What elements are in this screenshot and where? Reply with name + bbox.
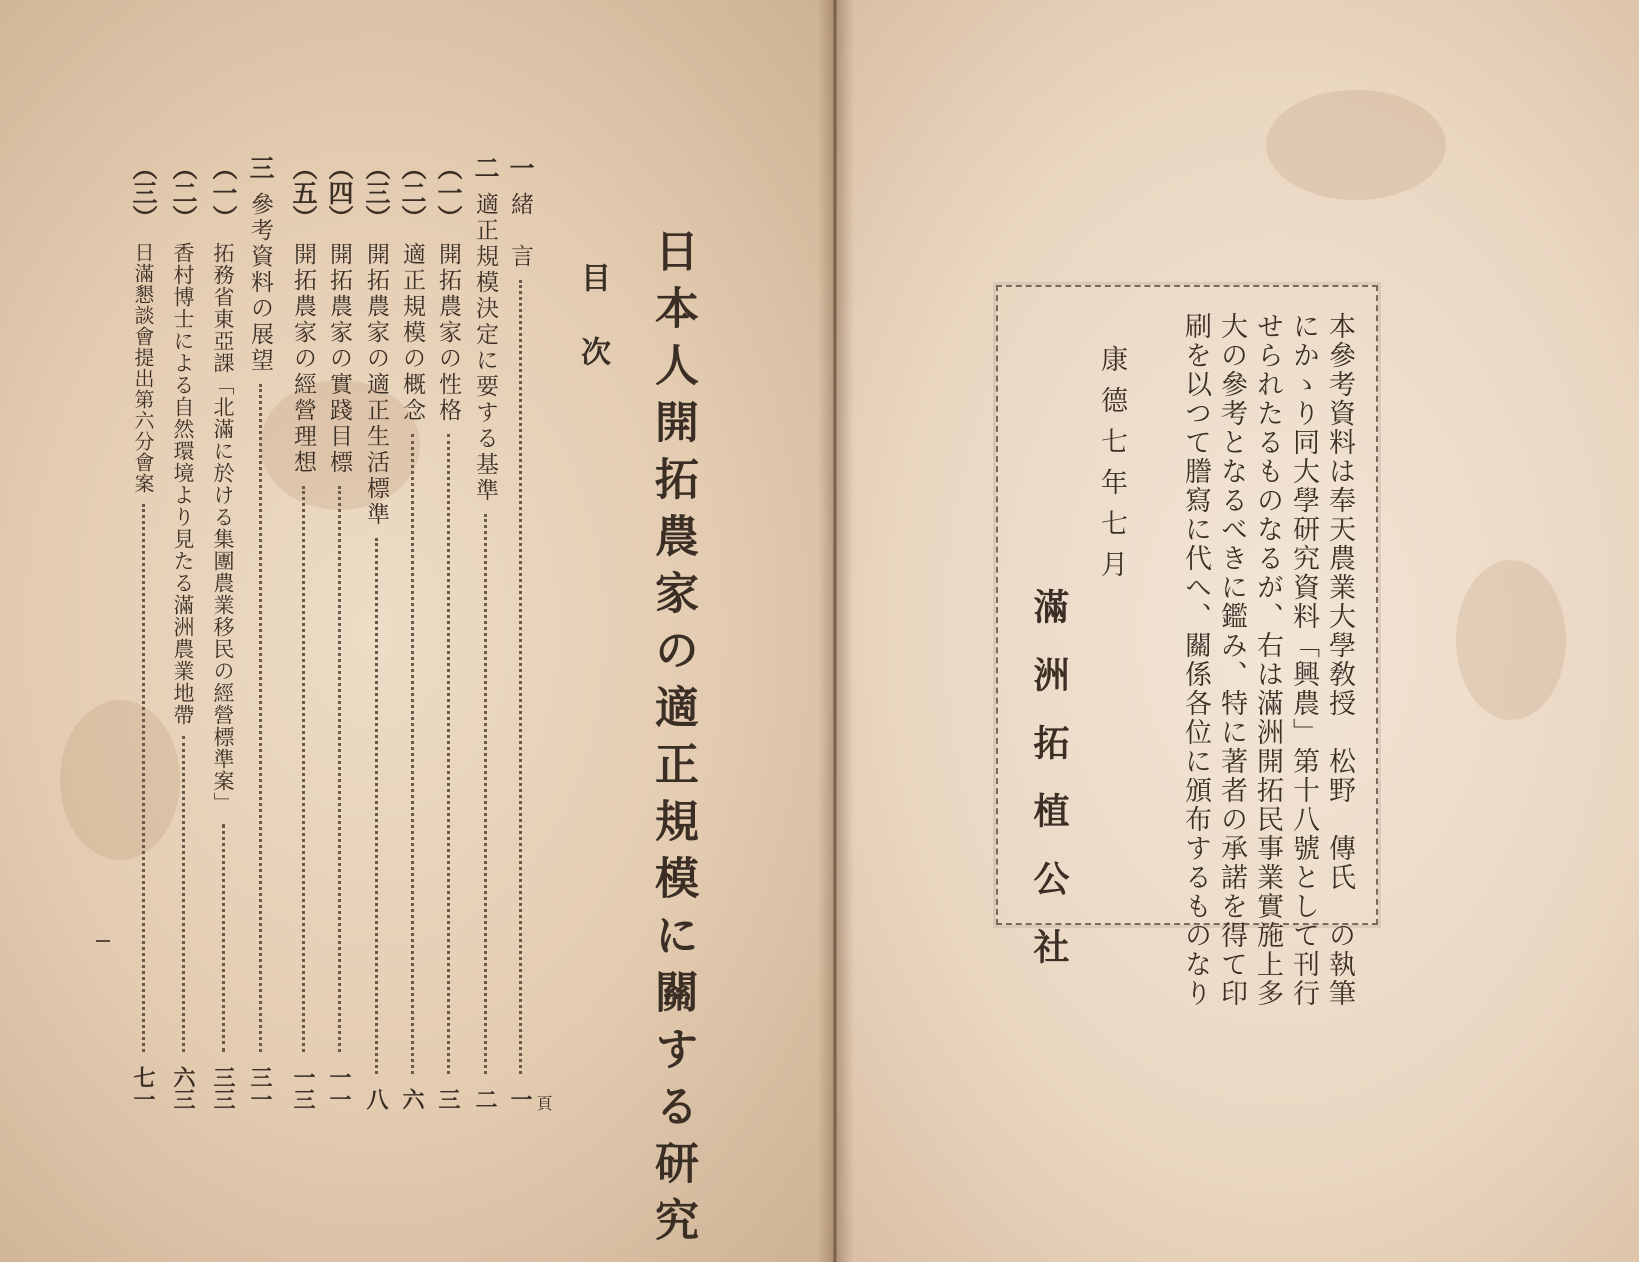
- toc-entry: [324, 155, 354, 1110]
- paper-stain: [60, 700, 180, 860]
- toc-page-number: 一一: [326, 1066, 352, 1110]
- toc-page-number: 一三: [290, 1066, 316, 1110]
- toc-leader-dots: [182, 736, 185, 1052]
- toc-number: （五）: [289, 155, 318, 230]
- toc-entry: [288, 155, 318, 1110]
- toc-leader-dots: [484, 514, 487, 1074]
- toc-entry: [433, 155, 463, 1110]
- colophon-date: 康德七年七月: [1096, 345, 1127, 591]
- toc-label: 適正規模の概念: [399, 242, 425, 424]
- toc-label: 拓務省東亞課「北滿に於ける集團農業移民の經營標準案」: [211, 242, 235, 814]
- toc-number: （二）: [398, 155, 427, 230]
- toc-leader-dots: [411, 434, 414, 1074]
- toc-entry: [168, 155, 198, 1110]
- colophon-line: せられたるものなるが、右は滿洲開拓民事業實施上多: [1252, 312, 1283, 1008]
- toc-page-number: 八: [363, 1088, 389, 1110]
- toc-entry: [208, 155, 238, 1110]
- page-unit-label: 頁: [534, 1095, 553, 1111]
- toc-number: （一）: [434, 155, 463, 230]
- toc-label: 開拓農家の實踐目標: [326, 242, 352, 476]
- toc-label: 香村博士による自然環境より見たる滿洲農業地帶: [171, 242, 195, 726]
- book-title: 日本人開拓農家の適正規模に關する研究: [647, 228, 698, 1254]
- toc-number: （四）: [325, 155, 354, 230]
- toc-page-number: 二: [472, 1088, 498, 1110]
- toc-leader-dots: [302, 486, 305, 1052]
- toc-page-number: 六: [399, 1088, 425, 1110]
- toc-page-number: 一: [507, 1088, 533, 1110]
- toc-number: 二: [471, 155, 500, 180]
- toc-entry: [245, 155, 275, 1110]
- toc-page-number: 三: [435, 1088, 461, 1110]
- toc-number: （一）: [209, 155, 238, 230]
- toc-number: 三: [246, 155, 275, 180]
- toc-label: 開拓農家の適正生活標準: [363, 242, 389, 528]
- toc-label: 開拓農家の性格: [435, 242, 461, 424]
- colophon-line: 本參考資料は奉天農業大學敎授 松野 傳氏 の執筆: [1324, 312, 1355, 1008]
- toc-entry: [128, 155, 158, 1110]
- book-gutter: [818, 0, 854, 1262]
- toc-leader-dots: [259, 384, 262, 1052]
- toc-leader-dots: [519, 280, 522, 1074]
- paper-stain: [1456, 560, 1566, 720]
- toc-number: （三）: [129, 155, 158, 230]
- toc-leader-dots: [338, 486, 341, 1052]
- toc-label: 適正規模決定に要する基準: [472, 192, 498, 504]
- colophon-line: にかゝり同大學研究資料「興農」第十八號として刊行: [1288, 312, 1319, 1008]
- toc-page-number: 三一: [247, 1066, 273, 1110]
- toc-page-number: 七一: [130, 1066, 156, 1110]
- toc-heading: 目次: [575, 262, 610, 410]
- toc-entry: [505, 155, 535, 1110]
- publisher-name: 滿洲拓植公社: [1028, 588, 1070, 996]
- toc-number: 一: [506, 155, 535, 180]
- paper-stain: [1266, 90, 1446, 200]
- toc-leader-dots: [375, 538, 378, 1074]
- toc-leader-dots: [447, 434, 450, 1074]
- toc-label: 日滿懇談會提出第六分會案: [131, 242, 155, 494]
- toc-leader-dots: [142, 504, 145, 1052]
- toc-number: （三）: [362, 155, 391, 230]
- toc-label: 參考資料の展望: [247, 192, 273, 374]
- toc-label: 開拓農家の經營理想: [290, 242, 316, 476]
- colophon-line: 大の參考となるべきに鑑み、特に著者の承諾を得て印: [1216, 312, 1247, 1008]
- toc-label: 緒 言: [507, 192, 533, 270]
- toc-page-number: 三三: [210, 1066, 236, 1110]
- toc-entry: [397, 155, 427, 1110]
- toc-page-number: 六三: [170, 1066, 196, 1110]
- page-marker: [96, 940, 110, 942]
- toc-leader-dots: [222, 824, 225, 1052]
- toc-entry: [470, 155, 500, 1110]
- colophon-line: 刷を以つて謄寫に代へ、關係各位に頒布するものなり: [1180, 312, 1211, 1008]
- toc-number: （二）: [169, 155, 198, 230]
- toc-entry: [361, 155, 391, 1110]
